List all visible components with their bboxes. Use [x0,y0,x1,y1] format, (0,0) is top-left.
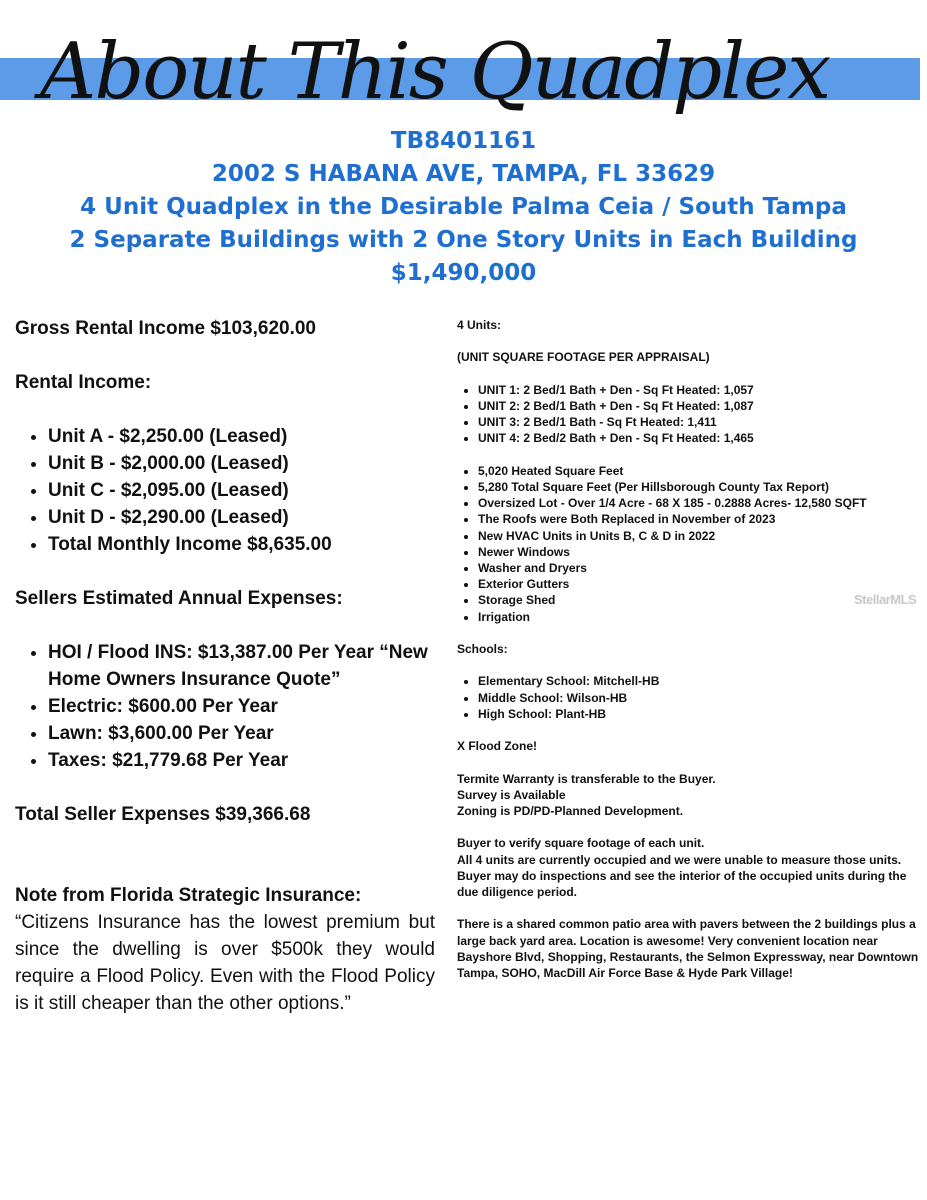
flood-zone: X Flood Zone! [457,739,537,754]
verify-note: Buyer to verify square footage of each unit. [457,836,705,851]
termite-warranty: Termite Warranty is transferable to the Buyer. [457,771,716,786]
list-item: • Exterior Gutters [478,576,922,592]
list-item: • UNIT 2: 2 Bed/1 Bath + Den - Sq Ft Heated: 1,087 [478,398,922,414]
list-item: • Lawn: $3,600.00 Per Year [48,720,435,747]
list-item: • Electric: $600.00 Per Year [48,693,435,720]
total-expenses: Total Seller Expenses $39,366.68 [15,804,311,825]
list-item: • Unit B - $2,000.00 (Leased) [48,450,435,477]
list-item: • Newer Windows [478,544,922,560]
property-details-column [457,317,922,981]
price: $1,490,000 [390,260,537,286]
list-item: • Unit D - $2,290.00 (Leased) [48,504,435,531]
list-item: • UNIT 3: 2 Bed/1 Bath - Sq Ft Heated: 1,411 [478,414,922,430]
buildings-description: 2 Separate Buildings with 2 One Story Units in Each Building [69,227,858,253]
list-item: • Taxes: $21,779.68 Per Year [48,747,435,774]
features-list [457,463,922,625]
rental-income-heading: Rental Income: [15,372,152,393]
list-item: • Irrigation [478,609,922,625]
patio-description: There is a shared common patio area with pavers between the 2 buildings plus a large back yard area. Location is awesome! Very convenient location near Bayshore Blvd, Shopping, Restaurants, the Selmon Expressway, near Downtown Tampa, SOHO, MacDill Air Force Base & Hyde Park Village! [457,917,919,980]
mls-number: TB8401161 [390,128,537,154]
list-item: • 5,020 Heated Square Feet [478,463,922,479]
sqft-note: (UNIT SQUARE FOOTAGE PER APPRAISAL) [457,350,710,365]
list-item: • Unit C - $2,095.00 (Leased) [48,477,435,504]
listing-headline [0,125,927,290]
tagline: 4 Unit Quadplex in the Desirable Palma Ceia / South Tampa [80,194,847,220]
zoning: Zoning is PD/PD-Planned Development. [457,803,684,818]
schools-list [457,673,922,722]
list-item: • HOI / Flood INS: $13,387.00 Per Year “New Home Owners Insurance Quote” [48,639,435,693]
script-title: About This Quadplex [40,27,830,117]
list-item: • UNIT 1: 2 Bed/1 Bath + Den - Sq Ft Heated: 1,057 [478,382,922,398]
income-expenses-column [15,315,435,1017]
list-item: • The Roofs were Both Replaced in November of 2023 [478,511,922,527]
list-item: • New HVAC Units in Units B, C & D in 2022 [478,528,922,544]
list-item: • Oversized Lot - Over 1/4 Acre - 68 X 185 - 0.2888 Acres- 12,580 SQFT [478,495,922,511]
occupied-note: All 4 units are currently occupied and we were unable to measure those units. [457,852,902,867]
expenses-heading: Sellers Estimated Annual Expenses: [15,588,343,609]
schools-heading: Schools: [457,642,508,656]
address: 2002 S HABANA AVE, TAMPA, FL 33629 [211,161,716,187]
list-item: • Unit A - $2,250.00 (Leased) [48,423,435,450]
list-item: • Total Monthly Income $8,635.00 [48,531,435,558]
rental-income-list [15,423,435,558]
watermark: StellarMLS [854,592,917,607]
units-heading: 4 Units: [457,318,502,332]
list-item: • High School: Plant-HB [478,706,922,722]
list-item: • Storage Shed [478,592,922,608]
gross-income: Gross Rental Income $103,620.00 [15,318,316,339]
note-heading: Note from Florida Strategic Insurance: [15,885,362,906]
list-item: • 5,280 Total Square Feet (Per Hillsborough County Tax Report) [478,479,922,495]
inspections-note: Buyer may do inspections and see the interior of the occupied units during the due diligence period. [457,868,907,899]
note-text: “Citizens Insurance has the lowest premium but since the dwelling is over $500k they would require a Flood Policy. Even with the Flood Policy is it still cheaper than the other options.” [15,912,435,1014]
list-item: • Washer and Dryers [478,560,922,576]
units-list [457,382,922,447]
list-item: • Middle School: Wilson-HB [478,690,922,706]
survey: Survey is Available [457,787,566,802]
list-item: • UNIT 4: 2 Bed/2 Bath + Den - Sq Ft Heated: 1,465 [478,430,922,446]
list-item: • Elementary School: Mitchell-HB [478,673,922,689]
expenses-list [15,639,435,774]
